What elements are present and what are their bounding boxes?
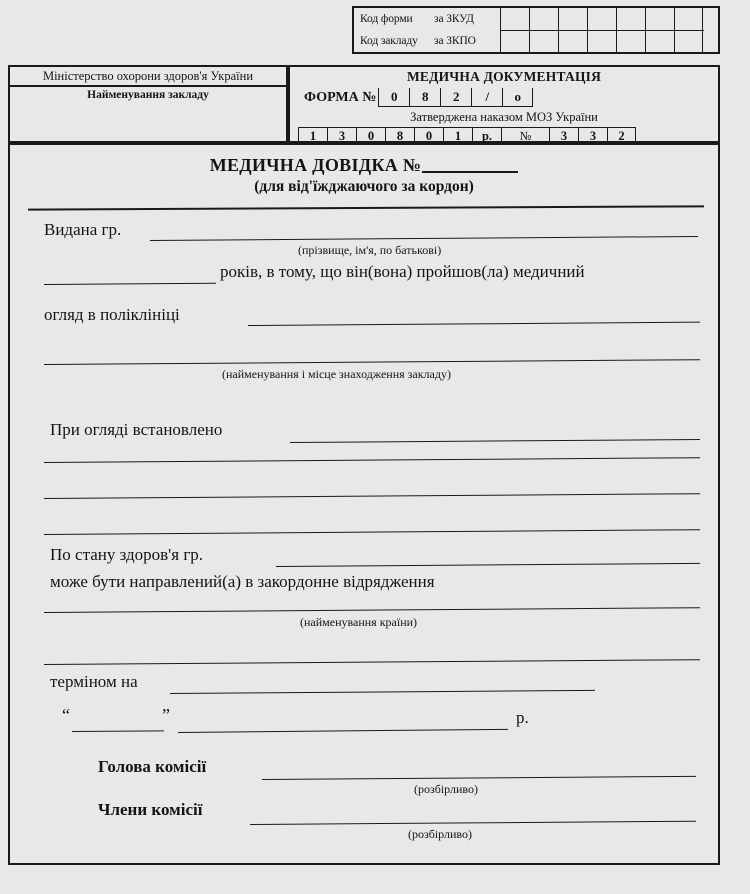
approval-date-cell: 1 [298, 128, 327, 146]
findings-blank-2[interactable] [44, 457, 700, 463]
medical-documentation-title: МЕДИЧНА ДОКУМЕНТАЦІЯ [406, 69, 602, 84]
code-cell[interactable] [674, 8, 703, 30]
code-cell[interactable] [645, 8, 674, 30]
form-number-cell: / [471, 88, 502, 107]
code-cell[interactable] [616, 30, 645, 52]
members-caption: (розбірливо) [408, 827, 473, 841]
approval-date-cell: 0 [356, 128, 385, 146]
approval-date-cell: 3 [327, 128, 356, 146]
code-cell[interactable] [558, 30, 587, 52]
fullname-caption: (прізвище, ім'я, по батькові) [298, 243, 442, 257]
date-month-year-blank[interactable] [178, 729, 508, 733]
issued-to-blank[interactable] [150, 236, 698, 241]
year-suffix: р. [516, 708, 529, 727]
approved-by-text: Затверджена наказом МОЗ України [410, 110, 598, 124]
findings-blank-4[interactable] [44, 529, 700, 535]
assignment-sentence: може бути направлений(а) в закордонне відрядження [50, 572, 435, 591]
chairman-label: Голова комісії [98, 757, 207, 776]
institution-name-label: Найменування закладу [87, 89, 209, 101]
country-blank[interactable] [44, 607, 700, 613]
approval-order-number-cell: 2 [607, 128, 636, 146]
code-row-form [354, 8, 718, 30]
age-blank[interactable] [44, 283, 216, 285]
code-cell[interactable] [558, 8, 587, 30]
code-cell[interactable] [616, 8, 645, 30]
clinic-caption: (найменування і місце знаходження закладу) [222, 367, 451, 381]
code-cell[interactable] [587, 30, 616, 52]
certificate-subtitle: (для від'їжджаючого за кордон) [254, 178, 474, 195]
form-number-cells [378, 88, 533, 107]
ministry-box [8, 65, 288, 143]
code-cell[interactable] [500, 30, 529, 52]
findings-blank-3[interactable] [44, 493, 700, 499]
ministry-title: Міністерство охорони здоров'я України [10, 67, 286, 87]
code-cell[interactable] [500, 8, 529, 30]
form-number-row [290, 88, 718, 107]
title-separator [28, 205, 704, 210]
approval-order-number-cell: 3 [578, 128, 607, 146]
code-row-institution [354, 30, 718, 52]
health-status-label: По стану здоров'я гр. [50, 545, 204, 564]
members-signature-blank[interactable] [250, 821, 696, 825]
clinic-label: огляд в поліклініці [44, 305, 180, 324]
date-quote-close: ” [162, 705, 170, 725]
code-row-institution-label [354, 35, 476, 47]
code-block [352, 6, 720, 54]
approval-order-number-cell: 3 [549, 128, 578, 146]
clinic-blank-2[interactable] [44, 359, 700, 365]
code-cell[interactable] [674, 30, 703, 52]
health-status-blank[interactable] [276, 563, 700, 567]
form-number-cell: о [502, 88, 533, 107]
approval-date-cell: 1 [443, 128, 472, 146]
issued-to-label: Видана гр. [44, 220, 122, 239]
clinic-blank-1[interactable] [248, 322, 700, 326]
form-number-cell: 8 [409, 88, 440, 107]
date-quote-open: “ [62, 705, 70, 725]
country-caption: (найменування країни) [300, 615, 418, 629]
age-sentence: років, в тому, що він(вона) пройшов(ла) медичний [220, 262, 585, 281]
code-cell[interactable] [587, 8, 616, 30]
form-number-cell: 2 [440, 88, 471, 107]
term-blank[interactable] [170, 690, 595, 694]
code-cell[interactable] [529, 30, 558, 52]
code-form-cells [500, 8, 703, 30]
code-institution-cells [500, 30, 703, 52]
chairman-caption: (розбірливо) [414, 782, 479, 796]
approval-number-sign-cell: № [501, 128, 549, 146]
approval-date-cell: 0 [414, 128, 443, 146]
form-number-label: ФОРМА № [304, 89, 377, 105]
code-form-classifier: за ЗКУД [434, 13, 474, 25]
pre-term-rule [44, 659, 700, 665]
approval-date-cell: 8 [385, 128, 414, 146]
certificate-title [10, 155, 718, 176]
certificate-number-blank[interactable] [422, 171, 518, 173]
term-label: терміном на [50, 672, 138, 691]
code-cell[interactable] [529, 8, 558, 30]
chairman-signature-blank[interactable] [262, 776, 696, 780]
code-cell[interactable] [645, 30, 674, 52]
code-institution-classifier: за ЗКПО [434, 35, 476, 47]
findings-blank-1[interactable] [290, 439, 700, 443]
code-form-label-text: Код форми [360, 13, 413, 25]
approval-year-suffix-cell: р. [472, 128, 501, 146]
code-institution-label-text: Код закладу [360, 35, 418, 47]
date-day-blank[interactable] [72, 730, 164, 732]
findings-label: При огляді встановлено [50, 420, 223, 439]
medical-documentation-box [288, 65, 720, 143]
certificate-title-text: МЕДИЧНА ДОВІДКА № [209, 155, 422, 175]
code-row-form-label [354, 13, 474, 25]
members-label: Члени комісії [98, 800, 203, 819]
form-number-cell: 0 [378, 88, 409, 107]
certificate-body-frame [8, 143, 720, 865]
